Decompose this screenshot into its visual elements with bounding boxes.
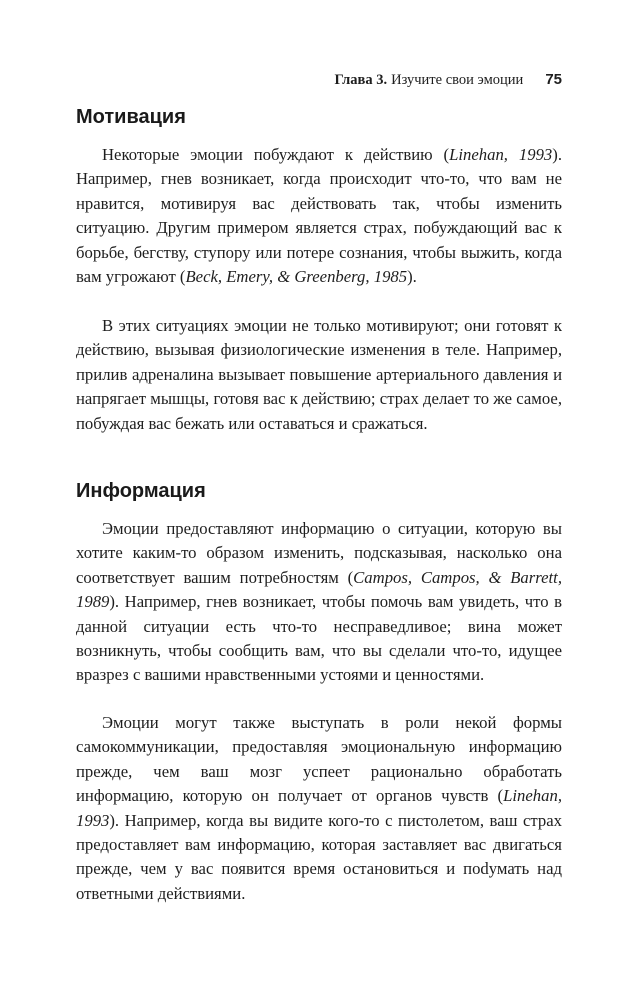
paragraph-text: Некоторые эмоции побуждают к действию ( [102,145,450,164]
chapter-label: Глава 3. [334,72,388,88]
paragraph [76,314,562,436]
citation: Linehan, 1993 [76,786,562,830]
citation: Beck, Emery, & Greenberg, 1985 [185,267,408,287]
paragraph [76,517,562,688]
paragraph-text: ). Например, гнев возникает, когда происходит что-то, что вам не нравится, мотивируя вас действовать так, чтобы изменить ситуацию. Другим примером является страх, побуждающий вас к борьбе, бегству, ступору или потере сознания, чтобы выжить, когда вам угрожают ( [76,145,562,287]
citation: Linehan, 1993 [449,145,553,164]
paragraph-text: В этих ситуациях эмоции не только мотивируют; они готовят к действию, вызывая физиологические изменения в теле. Например, прилив адреналина вызывает повышение артериального давления и напрягает мышцы, готовя вас к действию; страх делает то же самое, побуждая вас бежать или оставаться и сражаться. [76,316,562,433]
paragraph-text: Эмоции могут также выступать в роли некой формы самокоммуникации, предоставляя эмоциональную информацию прежде, чем ваш мозг успеет рационально обработать информацию, которую он получает от органов чувств ( [76,713,562,806]
paragraph-text: Эмоции предоставляют информацию о ситуации, которую вы хотите каким-то образом изменить, подсказывая, насколько она соответствует вашим потребностям ( [76,519,562,587]
chapter-title: Изучите свои эмоции [391,72,524,88]
running-head [76,70,562,90]
paragraph-text: ). Например, гнев возникает, чтобы помочь вам увидеть, что в данной ситуации есть что-то несправедливое; вина может возникнуть, чтобы сообщить вам, что вы сделали что-то, идущее вразрез с вашими нравственными устоями и ценностями. [76,592,562,685]
paragraph [76,711,562,906]
paragraph [76,143,562,289]
citation: Campos, Campos, & Barrett, 1989 [76,567,562,612]
page-number: 75 [545,71,562,88]
paragraph-text: ). [407,267,417,287]
paragraph-text: ). Например, когда вы видите кого-то с пистолетом, ваш страх предоставляет вам информацию, которая заставляет вас двигаться прежде, чем у вас появится время остановиться и поdумать над ответными действиями. [76,810,562,903]
section-heading-motivation: Мотивация [76,106,186,128]
section-heading-information: Информация [76,480,206,502]
